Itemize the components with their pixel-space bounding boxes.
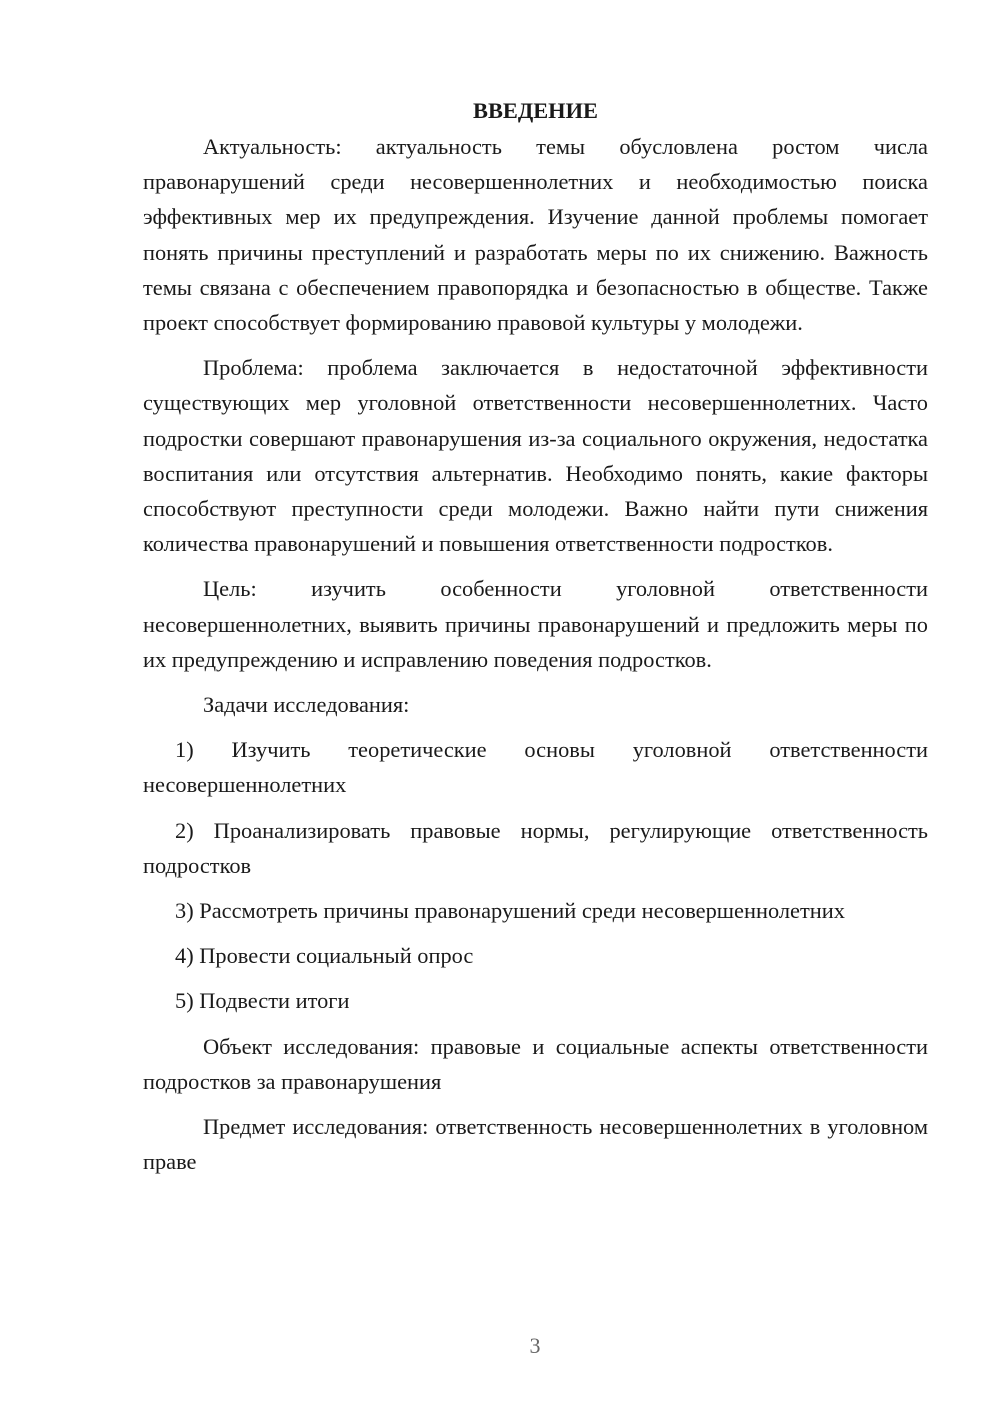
goal-paragraph: Цель: изучить особенности уголовной ответственности несовершеннолетних, выявить причины правонарушений и предложить меры по их предупреждению и исправлению поведения подростков. [143,576,928,672]
task-item-4: 4) Провести социальный опрос [175,943,474,969]
tasks-heading: Задачи исследования: [203,692,410,718]
object-paragraph: Объект исследования: правовые и социальные аспекты ответственности подростков за правонарушения [143,1033,928,1094]
task-item-5: 5) Подвести итоги [175,988,350,1014]
task-item-2: 2) Проанализировать правовые нормы, регулирующие ответственность подростков [143,817,928,878]
section-title: ВВЕДЕНИЕ [473,98,598,123]
page-number: 3 [529,1333,541,1358]
document-page [143,93,928,1189]
task-item-3: 3) Рассмотреть причины правонарушений среди несовершеннолетних [175,898,845,924]
problem-paragraph: Проблема: проблема заключается в недостаточной эффективности существующих мер уголовной ответственности несовершеннолетних. Часто подростки совершают правонарушения из-за социального окружения, недостатка воспитания или отсутствия альтернатив. Необходимо понять, какие факторы способствуют преступности среди молодежи. Важно найти пути снижения количества правонарушений и повышения ответственности подростков. [143,355,928,557]
subject-paragraph: Предмет исследования: ответственность несовершеннолетних в уголовном праве [143,1114,928,1175]
task-item-1: 1) Изучить теоретические основы уголовной ответственности несовершеннолетних [143,737,928,798]
relevance-paragraph: Актуальность: актуальность темы обусловлена ростом числа правонарушений среди несовершеннолетних и необходимостью поиска эффективных мер их предупреждения. Изучение данной проблемы помогает понять причины преступлений и разработать меры по их снижению. Важность темы связана с обеспечением правопорядка и безопасностью в обществе. Также проект способствует формированию правовой культуры у молодежи. [143,134,928,336]
